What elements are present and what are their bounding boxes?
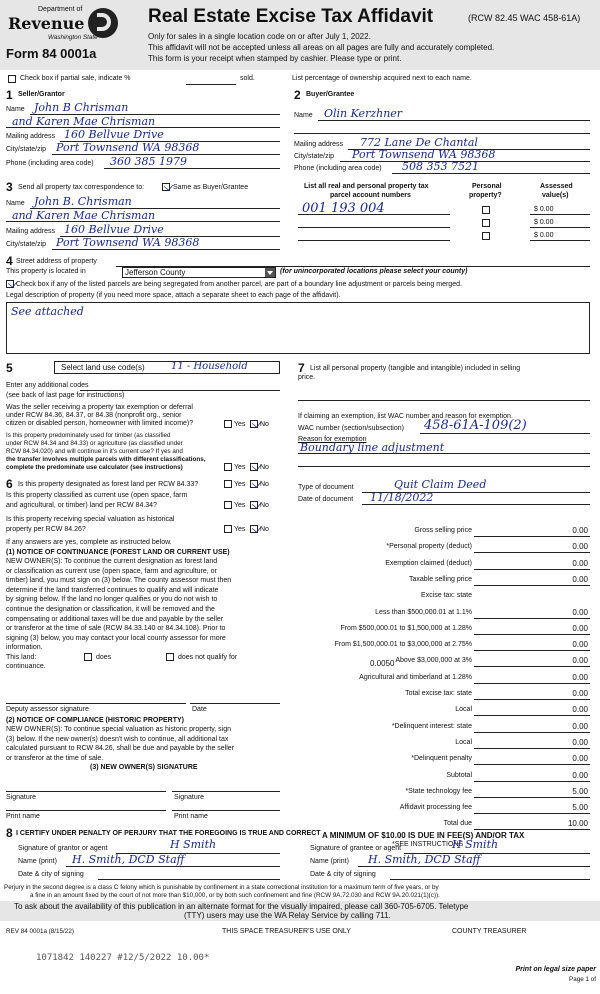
addl-codes-label: Enter any additional codes (6, 382, 89, 389)
current-use-yes-label: Yes (234, 502, 246, 509)
perjury-note-2: a fine in an amount fixed by the court of not more than $10,000, or by both such confinement and fine (RCW 9A.72.030 and RCW 9A.20.021(1)(c)). (30, 892, 440, 899)
grantee-sig-label: Signature of grantee or agent (310, 845, 402, 852)
personal-checkbox-2[interactable] (482, 219, 490, 227)
n1-line: or classification as current use (open space, farm and agriculture, or (6, 567, 217, 575)
print-legal-note: Print on legal size paper (515, 966, 596, 973)
tax-row-line (474, 634, 590, 635)
grantee-name-label: Name (print) (310, 858, 349, 865)
tax-row-line (474, 699, 590, 700)
grantor-date-label: Date & city of signing (18, 871, 84, 878)
grantee-date-label: Date & city of signing (310, 871, 376, 878)
addl-codes-note: (see back of last page for instructions) (6, 392, 125, 399)
segregated-checkbox[interactable] (6, 280, 14, 288)
current-use-no-label: No (260, 502, 269, 509)
certify-label: I CERTIFY UNDER PENALTY OF PERJURY THAT THE FOREGOING IS TRUE AND CORRECT (16, 830, 321, 837)
historic-q-2: property per RCW 84.26? (6, 526, 86, 533)
tax-row-line (474, 781, 590, 782)
doc-date-value[interactable]: 11/18/2022 (370, 491, 434, 504)
tax-row-label: Subtotal (446, 771, 472, 779)
same-as-buyer-label: Same as Buyer/Grantee (173, 184, 249, 191)
header-note-1: Only for sales in a single location code on or after July 1, 2022. (148, 32, 371, 41)
forest-q: Is this property designated as forest land per RCW 84.33? (18, 481, 199, 488)
tax-row-label: Less than $500,000.01 at 1.1% (375, 608, 472, 616)
seller-phone[interactable]: 360 385 1979 (110, 155, 187, 168)
grantor-name-label: Name (print) (18, 858, 57, 865)
section-4-number: 4 (6, 254, 13, 268)
section-7-number: 7 (298, 361, 305, 375)
tax-row-value[interactable]: 0.00 (572, 542, 588, 552)
minimum-due-note: A MINIMUM OF $10.00 IS DUE IN FEE(S) AND/OR TAX (322, 831, 525, 840)
tax-row-value[interactable]: 0.00 (572, 754, 588, 764)
timber-no-label: No (260, 464, 269, 471)
form-number: Form 84 0001a (6, 46, 97, 61)
grantee-name[interactable]: H. Smith, DCD Staff (368, 853, 481, 866)
n1-line: continue the designation or classification, it will be removed and the (6, 606, 215, 613)
county-treasurer: COUNTY TREASURER (452, 928, 527, 935)
grantor-name[interactable]: H. Smith, DCD Staff (72, 853, 185, 866)
partial-sale-checkbox[interactable] (8, 75, 16, 83)
header-note-3: This form is your receipt when stamped by cashier. Please type or print. (148, 54, 402, 63)
tax-row-value[interactable]: 0.00 (572, 623, 588, 633)
parcels-header-1: List all real and personal property tax (304, 183, 429, 190)
n2-line: calculated pursuant to RCW 84.26, shall be due and payable by the seller (6, 745, 235, 753)
does-checkbox[interactable] (84, 653, 92, 661)
tax-row-value[interactable]: 10.00 (567, 819, 588, 829)
forest-no-label: No (260, 481, 269, 488)
assessed-value-2: $ 0.00 (534, 219, 554, 226)
buyer-phone-label: Phone (including area code) (294, 165, 382, 172)
partial-sold-label: sold. (240, 75, 255, 82)
buyer-mail[interactable]: 772 Lane De Chantal (360, 136, 478, 149)
tax-row-label: Taxable selling price (408, 575, 472, 583)
page-of: Page 1 of (569, 976, 596, 983)
tax-row-line (474, 618, 590, 619)
assessed-header-2: value(s) (542, 192, 569, 199)
timber-q-4: the transfer involves multiple parcels with different classifications, (6, 456, 206, 463)
section-2-number: 2 (294, 88, 301, 102)
buyer-name-1[interactable]: Olin Kerzhner (324, 107, 403, 120)
legal-desc-label: Legal description of property (if you need more space, attach a separate sheet to each page of the affidavit). (6, 292, 341, 299)
personal-header-2: property? (469, 192, 502, 199)
local-rate: 0.0050 (370, 659, 395, 668)
exemption-yes-label: Yes (234, 421, 246, 428)
historic-no-label: No (260, 526, 269, 533)
tax-row-label: Total due (443, 820, 472, 828)
revenue-label: Revenue (8, 14, 85, 33)
uninc-note: (for unincorporated locations please select your county) (280, 268, 468, 275)
seller-name-label: Name (6, 106, 25, 113)
parcel-account-1[interactable]: 001 193 004 (302, 201, 385, 216)
sig-label-2: Signature (174, 794, 204, 801)
new-owner-print-1[interactable] (6, 810, 166, 811)
tax-row-value[interactable]: 0.00 (572, 737, 588, 747)
tax-row-value[interactable]: 0.00 (572, 526, 588, 535)
timber-no-checkbox[interactable] (250, 463, 258, 471)
tax-row-label: Affidavit processing fee (399, 804, 472, 812)
forest-yes-checkbox[interactable] (224, 480, 232, 488)
tax-row-line (474, 813, 590, 814)
tax-row-label: Above $3,000,000 at 3% (395, 657, 472, 665)
legal-desc-value: See attached (11, 305, 84, 318)
tax-row-value[interactable]: 0.00 (572, 770, 588, 780)
does-label: does (96, 654, 112, 661)
doc-date-label: Date of document (298, 496, 354, 503)
timber-q-5: complete the predominate use calculator (see instructions) (6, 464, 183, 471)
timber-yes-label: Yes (234, 464, 246, 471)
treasurer-use: THIS SPACE TREASURER'S USE ONLY (222, 928, 351, 935)
personal-prop-field[interactable] (298, 400, 590, 401)
corr-name-label: Name (6, 200, 25, 207)
section-1-number: 1 (6, 88, 13, 102)
grantee-date-field[interactable] (390, 879, 590, 880)
tax-row-label: Total excise tax: state (405, 690, 472, 697)
tax-row-label: *Delinquent interest: state (391, 722, 472, 730)
does-not-checkbox[interactable] (166, 653, 174, 661)
tax-row-label: *State technology fee (405, 787, 472, 795)
historic-no-checkbox[interactable] (250, 525, 258, 533)
partial-pct-field[interactable] (186, 84, 236, 85)
grantor-date-field[interactable] (98, 879, 280, 880)
tax-row-label: *Delinquent penalty (411, 755, 472, 763)
n1-line: determine if the land transferred continues to qualify and will indicate (6, 586, 219, 594)
forest-yes-label: Yes (234, 481, 246, 488)
n1-line: compensating or additional taxes will be due and payable by the seller (6, 615, 224, 623)
tax-row-value[interactable]: 0.00 (572, 656, 588, 666)
send-correspondence-label: Send all property tax correspondence to: (18, 184, 145, 191)
seller-mail[interactable]: 160 Bellvue Drive (64, 128, 164, 141)
personal-checkbox-1[interactable] (482, 206, 490, 214)
tax-row-line (474, 715, 590, 716)
section-8-number: 8 (6, 826, 13, 840)
tax-row-label: From $500,000.01 to $1,500,000 at 1.28% (340, 624, 472, 632)
current-use-no-checkbox[interactable] (250, 501, 258, 509)
tax-row-value[interactable]: 0.00 (572, 640, 588, 650)
print-label-2: Print name (174, 813, 208, 820)
personal-prop-label: List all personal property (tangible and intangible) included in selling (310, 365, 521, 372)
partial-sale-label: Check box if partial sale, indicate % (20, 75, 131, 82)
forest-no-checkbox[interactable] (250, 480, 258, 488)
land-use-label: Select land use code(s) (61, 363, 145, 372)
timber-q-2: under RCW 84.34 and 84.33) or agriculture (as classified under (6, 440, 183, 447)
corr-name-1[interactable]: John B. Chrisman (34, 195, 132, 208)
list-pct-note: List percentage of ownership acquired next to each name. (292, 75, 472, 82)
tax-row-label: Agricultural and timberland at 1.28% (359, 673, 472, 681)
grantee-sig[interactable]: H Smith (452, 838, 499, 851)
chevron-down-icon (265, 268, 275, 277)
street-label: Street address of property (16, 258, 97, 265)
corr-mail[interactable]: 160 Bellvue Drive (64, 223, 164, 236)
new-owner-sig-1[interactable] (6, 791, 166, 792)
buyer-csz-label: City/state/zip (294, 153, 335, 160)
seller-name-1[interactable]: John B Chrisman (34, 101, 129, 114)
tax-row-value[interactable]: 5.00 (572, 803, 588, 813)
current-use-q-1: Is this property classified as current use (open space, farm (6, 492, 188, 499)
seller-phone-label: Phone (including area code) (6, 160, 94, 167)
exemption-no-checkbox[interactable] (250, 420, 258, 428)
historic-yes-checkbox[interactable] (224, 525, 232, 533)
corr-mail-label: Mailing address (6, 228, 56, 235)
doc-type-value[interactable]: Quit Claim Deed (394, 478, 487, 491)
buyer-mail-label: Mailing address (294, 141, 344, 148)
tax-row-label: Exemption claimed (deduct) (385, 559, 472, 567)
parcels-header-2: parcel account numbers (330, 192, 411, 199)
tax-row-label: Local (455, 706, 472, 714)
historic-yes-label: Yes (234, 526, 246, 533)
addl-codes-field[interactable] (80, 390, 280, 391)
n2-line: or transferor at the time of sale. (6, 754, 104, 762)
sig-label-1: Signature (6, 794, 36, 801)
n2-line: NEW OWNER(S): To continue special valuation as historic property, sign (6, 726, 231, 733)
n1-line: timber) land, you must sign on (3) below. The county assessor must then (6, 577, 232, 585)
timber-q-1: Is this property predominately used for timber (as classified (6, 432, 171, 439)
notice-3-title: (3) NEW OWNER(S) SIGNATURE (90, 764, 198, 771)
buyer-csz[interactable]: Port Townsend WA 98368 (352, 148, 496, 161)
print-label-1: Print name (6, 813, 40, 820)
ask-note-1: To ask about the availability of this publication in an alternate format for the visually impaired, please call 360-705-6705. Teletype (14, 902, 469, 911)
current-use-yes-checkbox[interactable] (224, 501, 232, 509)
assessed-value-1: $ 0.00 (534, 206, 554, 213)
tax-row-line (474, 552, 590, 553)
exemption-q-3: citizen or disabled person, homeowner with limited income)? (6, 420, 194, 427)
tax-row-label: *Personal property (deduct) (386, 543, 472, 551)
timber-q-3: RCW 84.34.020) and will continue in it's current use? If yes and (6, 448, 183, 455)
n1-line: signing (3) below, you may contact your local county assessor for more (6, 634, 226, 642)
current-use-q-2: and agricultural, or timber) land per RCW 84.34? (6, 502, 157, 509)
wac-value[interactable]: 458-61A-109(2) (424, 418, 527, 433)
dept-label: Department of (38, 6, 83, 13)
n1-line: or transferor at the time of sale (RCW 84.33.140 or 84.34.108). Prior to (6, 625, 226, 633)
doc-type-label: Type of document (298, 484, 354, 491)
exemption-q-1: Was the seller receiving a property tax exemption or deferral (6, 404, 193, 411)
tax-row-line (474, 764, 590, 765)
this-land-label: This land: (6, 654, 37, 661)
grantor-sig-label: Signature of grantor or agent (18, 845, 108, 852)
n1-line: NEW OWNER(S): To continue the current designation as forest land (6, 558, 218, 565)
exemption-q-2: under RCW 84.36, 84.37, or 84.38 (nonprofit org., senior (6, 412, 182, 419)
continuance-label: continuance. (6, 663, 46, 670)
cashier-stamp: 1071842 140227 #12/5/2022 10.00* (36, 953, 210, 963)
notice-1-title: (1) NOTICE OF CONTINUANCE (FOREST LAND OR CURRENT USE) (6, 549, 230, 556)
form-title: Real Estate Excise Tax Affidavit (148, 6, 434, 27)
tax-row-value[interactable]: 0.00 (572, 705, 588, 715)
state-label: Washington State (48, 34, 98, 41)
historic-q-1: Is this property receiving special valuation as historical (6, 516, 175, 523)
deputy-sig-label: Deputy assessor signature (6, 706, 89, 713)
land-use-value: 11 - Household (171, 361, 248, 372)
tax-row-line (474, 732, 590, 733)
rcw-ref: (RCW 82.45 WAC 458-61A) (468, 13, 581, 23)
perjury-note-1: Perjury in the second degree is a class C felony which is punishable by confinement in a state correctional institution for a maximum term of five years, or by (4, 884, 439, 891)
buyer-title: Buyer/Grantee (306, 91, 355, 98)
tax-row-value[interactable]: 0.00 (572, 607, 588, 617)
tax-row-value[interactable]: 0.00 (572, 689, 588, 698)
grantor-sig[interactable]: H Smith (170, 838, 217, 851)
tax-row-line (474, 585, 590, 586)
seller-mail-label: Mailing address (6, 133, 56, 140)
land-use-select[interactable] (54, 361, 280, 374)
tax-row-value[interactable]: 5.00 (572, 786, 588, 796)
section-6-number: 6 (6, 477, 13, 491)
legal-desc-field[interactable] (6, 302, 590, 354)
county-value: Jefferson County (125, 268, 186, 277)
tax-row-label: Excise tax: state (421, 592, 472, 600)
new-owner-sig-2[interactable] (172, 791, 280, 792)
seller-name-2[interactable]: and Karen Mae Chrisman (12, 115, 156, 128)
see-instructions-note: *SEE INSTRUCTIONS (392, 841, 464, 848)
tax-row-line (474, 569, 590, 570)
n1-line: by signing below. If the land no longer qualifies or you do not wish to (6, 596, 218, 604)
tax-row-value[interactable]: 0.00 (572, 721, 588, 731)
section-3-number: 3 (6, 180, 13, 194)
corr-csz-label: City/state/zip (6, 241, 47, 248)
personal-header-1: Personal (472, 183, 502, 190)
personal-checkbox-3[interactable] (482, 232, 490, 240)
exemption-no-label: No (260, 421, 269, 428)
wac-label: WAC number (section/subsection) (298, 425, 404, 432)
same-as-buyer-checkbox[interactable] (162, 183, 170, 191)
notice-2-title: (2) NOTICE OF COMPLIANCE (HISTORIC PROPERTY) (6, 717, 184, 724)
tax-row-line (474, 666, 590, 667)
tax-row-line (474, 748, 590, 749)
seller-title: Seller/Grantor (18, 91, 65, 98)
personal-prop-label-2: price. (298, 374, 316, 381)
section-5-number: 5 (6, 361, 13, 375)
timber-yes-checkbox[interactable] (224, 463, 232, 471)
if-any-note: If any answers are yes, complete as instructed below. (6, 539, 172, 546)
tax-row-value[interactable]: 0.00 (572, 558, 588, 568)
tax-row-label: From $1,500,000.01 to $3,000,000 at 2.75% (334, 641, 472, 649)
tax-row-value[interactable]: 0.00 (572, 672, 588, 682)
ask-note-2: (TTY) users may use the WA Relay Service by calling 711. (184, 911, 391, 920)
tax-row-line (474, 797, 590, 798)
buyer-phone[interactable]: 508 353 7521 (402, 160, 479, 173)
corr-name-2[interactable]: and Karen Mae Chrisman (12, 209, 156, 222)
corr-csz[interactable]: Port Townsend WA 98368 (56, 236, 200, 249)
tax-row-line (474, 683, 590, 684)
county-select[interactable] (122, 267, 276, 278)
tax-row-value[interactable]: 0.00 (572, 574, 588, 584)
exempt-label: If claiming an exemption, list WAC number and reason for exemption. (298, 413, 513, 420)
deputy-date-label: Date (192, 706, 207, 713)
header-note-2: This affidavit will not be accepted unless all areas on all pages are fully and accurately completed. (148, 43, 495, 52)
assessed-header-1: Assessed (540, 183, 573, 190)
n2-line: (3) below. If the new owner(s) doesn't wish to continue, all additional tax (6, 735, 229, 743)
tax-row-label: Gross selling price (414, 527, 472, 534)
buyer-name-label: Name (294, 112, 313, 119)
deputy-date-field[interactable] (190, 703, 280, 704)
reason-label: Reason for exemption (298, 436, 367, 443)
n1-line: information. (6, 644, 43, 652)
seller-csz[interactable]: Port Townsend WA 98368 (56, 141, 200, 154)
tax-row-label: Local (455, 738, 472, 746)
rev-number: REV 84 0001a (8/15/22) (6, 928, 74, 935)
assessed-value-3: $ 0.00 (534, 232, 554, 239)
does-not-label: does not qualify for (178, 654, 238, 661)
reason-value[interactable]: Boundary line adjustment (300, 441, 445, 454)
new-owner-print-2[interactable] (172, 810, 280, 811)
tax-row-line (474, 650, 590, 651)
exemption-yes-checkbox[interactable] (224, 420, 232, 428)
deputy-sig-field[interactable] (6, 703, 186, 704)
seller-csz-label: City/state/zip (6, 146, 47, 153)
segregated-label: Check box if any of the listed parcels are being segregated from another parcel, are part of a boundary line adjustment or parcels being merged. (16, 281, 462, 288)
located-label: This property is located in (6, 268, 86, 275)
tax-row-line (474, 536, 590, 537)
